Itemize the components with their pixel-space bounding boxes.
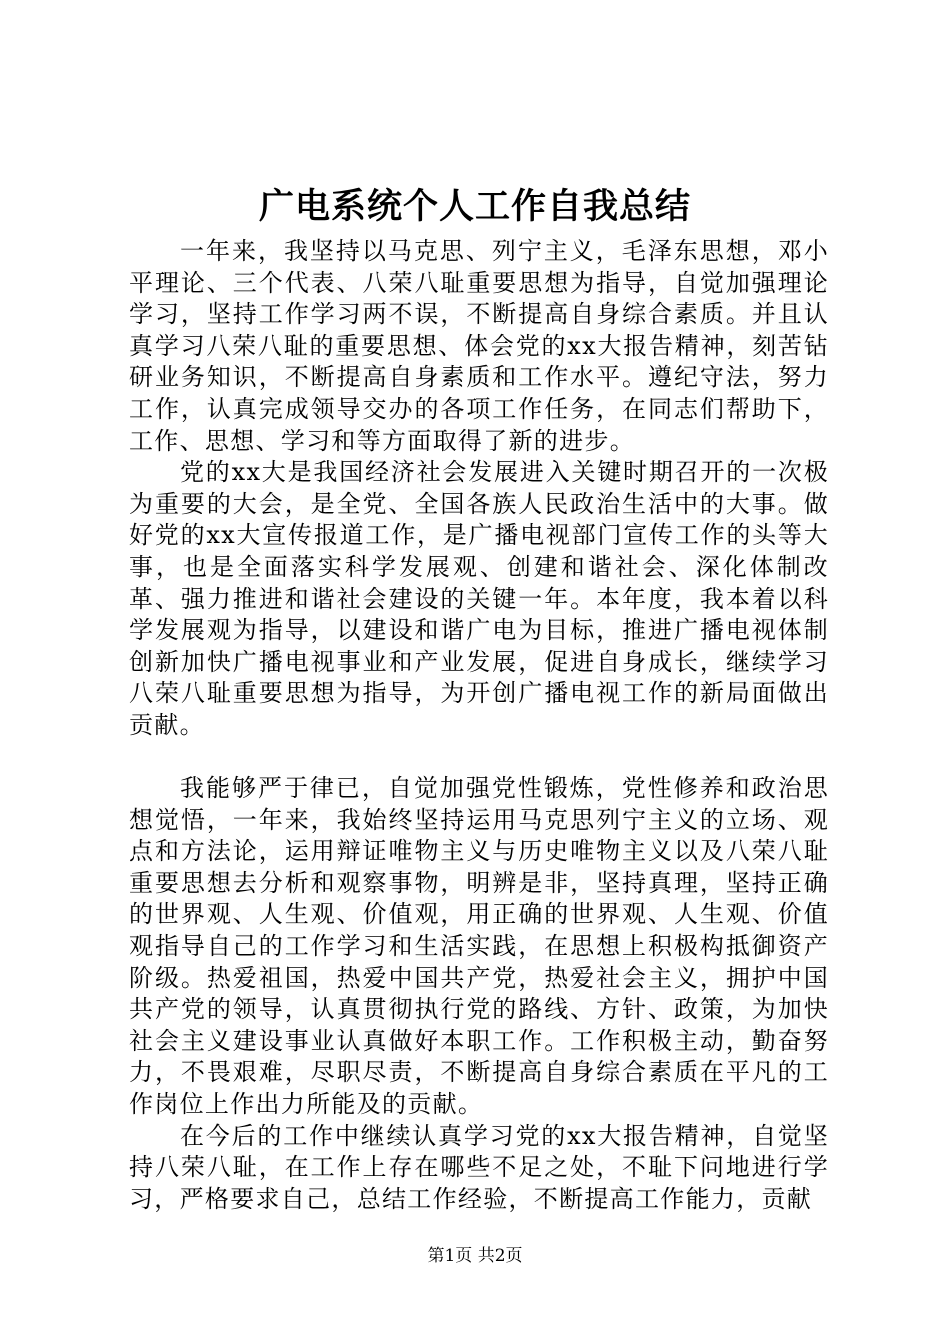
paragraph-2: 党的xx大是我国经济社会发展进入关键时期召开的一次极为重要的大会，是全党、全国各族人民政治生活中的大事。做好党的xx大宣传报道工作，是广播电视部门宣传工作的头等大事，也是全面落实科学发展观、创建和谐社会、深化体制改革、强力推进和谐社会建设的关键一年。本年度，我本着以科学发展观为指导，以建设和谐广电为目标，推进广播电视体制创新加快广播电视事业和产业发展，促进自身成长，继续学习八荣八耻重要思想为指导，为开创广播电视工作的新局面做出贡献。 [129,458,829,739]
paragraph-1: 一年来，我坚持以马克思、列宁主义，毛泽东思想，邓小平理论、三个代表、八荣八耻重要思想为指导，自觉加强理论学习，坚持工作学习两不误，不断提高自身综合素质。并且认真学习八荣八耻的重要思想、体会党的xx大报告精神，刻苦钻研业务知识，不断提高自身素质和工作水平。遵纪守法，努力工作，认真完成领导交办的各项工作任务，在同志们帮助下，工作、思想、学习和等方面取得了新的进步。 [129,237,829,455]
paragraph-gap [129,742,829,774]
document-title: 广电系统个人工作自我总结 [258,187,691,227]
paragraph-4: 在今后的工作中继续认真学习党的xx大报告精神，自觉坚持八荣八耻，在工作上存在哪些不足之处，不耻下问地进行学习，严格要求自己，总结工作经验，不断提高工作能力，贡献 [129,1121,829,1213]
document-body [129,236,829,1215]
page-number-footer: 第1页 共2页 [427,1246,523,1266]
paragraph-3: 我能够严于律已，自觉加强党性锻炼，党性修养和政治思想觉悟，一年来，我始终坚持运用马克思列宁主义的立场、观点和方法论，运用辩证唯物主义与历史唯物主义以及八荣八耻重要思想去分析和观察事物，明辨是非，坚持真理，坚持正确的世界观、人生观、价值观，用正确的世界观、人生观、价值观指导自己的工作学习和生活实践，在思想上积极构抵御资产阶级。热爱祖国，热爱中国共产党，热爱社会主义，拥护中国共产党的领导，认真贯彻执行党的路线、方针、政策，为加快社会主义建设事业认真做好本职工作。工作积极主动，勤奋努力，不畏艰难，尽职尽责，不断提高自身综合素质在平凡的工作岗位上作出力所能及的贡献。 [129,774,829,1119]
